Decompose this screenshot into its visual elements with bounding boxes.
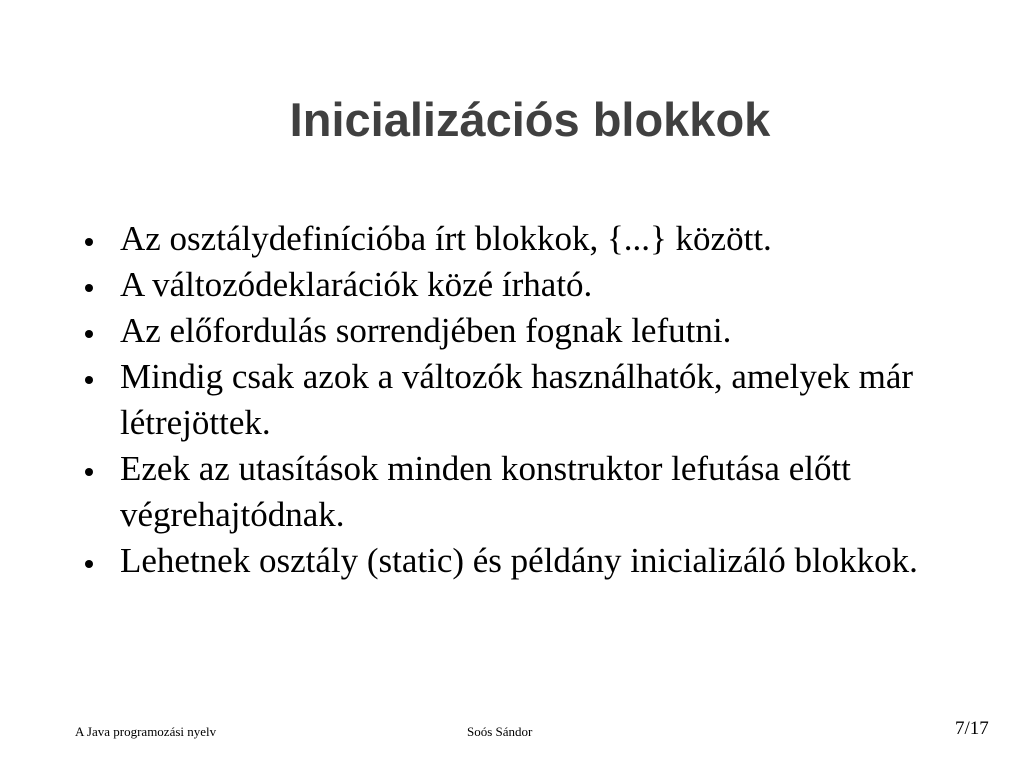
bullet-dot-icon [85,330,93,338]
bullet-text: Az osztálydefinícióba írt blokkok, {...} között. [120,219,772,258]
footer-course-title: A Java programozási nyelv [75,724,217,739]
bullet-text: Az előfordulás sorrendjében fognak lefutni. [120,311,732,350]
page-number: 7/17 [955,718,989,739]
bullet-item [85,354,945,446]
bullet-item [85,446,945,538]
bullet-text: A változódeklarációk közé írható. [120,265,593,304]
bullet-list [85,216,945,584]
bullet-dot-icon [85,468,93,476]
bullet-text: Lehetnek osztály (static) és példány inicializáló blokkok. [120,541,918,580]
bullet-item [85,308,945,354]
bullet-dot-icon [85,376,93,384]
slide-title: Inicializációs blokkok [289,93,771,146]
bullet-item [85,538,945,584]
bullet-dot-icon [85,560,93,568]
bullet-item [85,216,945,262]
bullet-dot-icon [85,284,93,292]
bullet-text: Mindig csak azok a változók használhatók, amelyek már létrejöttek. [120,357,914,442]
bullet-dot-icon [85,238,93,246]
bullet-item [85,262,945,308]
footer-author: Soós Sándor [467,724,533,739]
bullet-text: Ezek az utasítások minden konstruktor lefutása előtt végrehajtódnak. [120,449,851,534]
